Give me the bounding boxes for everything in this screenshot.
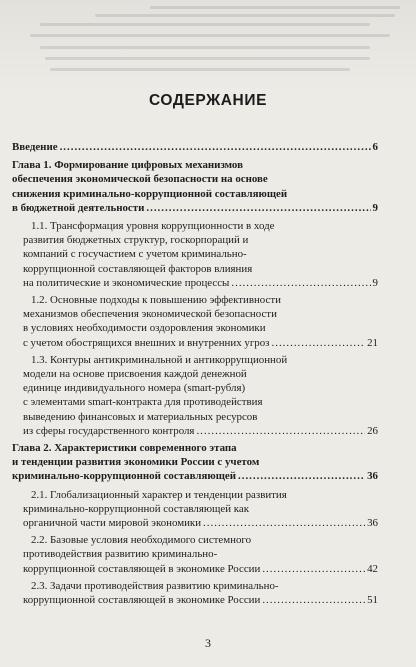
toc-entry-line: выведению финансовых и материальных ресурсов — [23, 410, 258, 423]
toc-entry-line: компаний с госучастием с учетом криминально- — [23, 248, 247, 261]
dot-leader — [146, 201, 370, 215]
dot-leader — [203, 516, 365, 530]
toc-entry-last-line — [23, 593, 378, 607]
toc-entry-line: снижения криминально-коррупционной составляющей — [12, 187, 288, 200]
toc-entry-title-end: органичной части мировой экономики — [23, 517, 202, 530]
toc-entry-title-end: криминально-коррупционной составляющей — [12, 470, 236, 483]
dot-leader — [60, 140, 371, 154]
toc-entry-line: обеспечения экономической безопасности на основе — [12, 173, 268, 186]
toc-entry-title-end: на политические и экономические процессы — [23, 276, 230, 289]
toc-entry-line: коррупционной составляющей факторов влияния — [23, 262, 253, 275]
toc-entry-title-end: в бюджетной деятельности — [12, 201, 145, 214]
toc-entry-line: противодействия развитию криминально- — [23, 548, 218, 561]
toc-page-number: 26 — [367, 424, 378, 437]
toc-entry-title-end: Введение — [12, 141, 58, 153]
toc-entry — [12, 353, 378, 438]
toc-page-number: 9 — [372, 201, 378, 214]
toc-page-number: 9 — [372, 276, 378, 289]
dot-leader — [231, 276, 370, 290]
toc-entry-last-line — [12, 140, 378, 154]
toc-entry-line: 1.2. Основные подходы к повышению эффективности — [31, 294, 281, 307]
toc-page-number: 6 — [372, 141, 378, 153]
toc-entry-last-line — [23, 336, 378, 350]
toc-entry-title-end: с учетом обострящихся внешних и внутренних угроз — [23, 336, 270, 349]
page-title: СОДЕРЖАНИЕ — [148, 92, 268, 109]
toc-entry-line: 1.1. Трансформация уровня коррупционности в ходе — [31, 220, 275, 233]
toc-entry-last-line — [23, 562, 378, 576]
toc-entry-line: с элементами smart-контракта для противодействия — [23, 396, 263, 409]
toc-entry-line: в условиях необходимости оздоровления экономики — [23, 322, 266, 335]
toc-page-number: 36 — [367, 470, 378, 483]
toc-entry-title-end: из сферы государственного контроля — [23, 424, 195, 437]
toc-entry-line: Глава 2. Характеристики современного этапа — [12, 442, 237, 455]
toc-entry-line: 2.3. Задачи противодействия развитию криминально- — [31, 579, 279, 592]
toc-entry-line: механизмов обеспечения экономической безопасности — [23, 308, 277, 321]
toc-entry-last-line — [12, 469, 378, 483]
toc-entry — [12, 441, 378, 484]
dot-leader — [262, 562, 365, 576]
toc-entry — [12, 293, 378, 350]
toc-entry-line: Глава 1. Формирование цифровых механизмов — [12, 159, 243, 172]
toc-entry — [12, 140, 378, 154]
toc-entry-line: и тенденции развития экономики России с учетом — [12, 456, 260, 469]
toc-entry-line: единице индивидуального номера (smart-рубля) — [23, 382, 246, 395]
dot-leader — [262, 593, 365, 607]
dot-leader — [238, 469, 365, 483]
page-number: 3 — [205, 636, 211, 650]
toc-page-number: 42 — [367, 562, 378, 575]
dot-leader — [272, 336, 366, 350]
toc-entry — [12, 488, 378, 531]
toc-entry — [12, 158, 378, 215]
toc-entry — [12, 533, 378, 576]
toc-page-number: 51 — [367, 594, 378, 607]
dot-leader — [196, 424, 365, 438]
toc-entry-title-end: коррупционной составляющей в экономике России — [23, 562, 261, 575]
toc-entry — [12, 219, 378, 290]
toc-page-number: 36 — [367, 517, 378, 530]
toc-entry-last-line — [12, 201, 378, 215]
toc-entry-last-line — [23, 424, 378, 438]
toc-entry-last-line — [23, 516, 378, 530]
toc-entry-line: модели на основе присвоения каждой денежной — [23, 368, 247, 381]
toc-entry-title-end: коррупционной составляющей в экономике России — [23, 594, 261, 607]
toc-entry-line: криминально-коррупционной составляющей как — [23, 502, 250, 515]
toc-entry-line: развития бюджетных структур, госкорпораций и — [23, 234, 249, 247]
bleed-through-text — [0, 0, 416, 90]
toc-entry-last-line — [23, 276, 378, 290]
toc-entry — [12, 579, 378, 607]
toc-entry-line: 2.2. Базовые условия необходимого системного — [31, 534, 252, 547]
table-of-contents — [12, 140, 378, 610]
toc-entry-line: 2.1. Глобализационный характер и тенденции развития — [31, 488, 287, 501]
toc-page-number: 21 — [367, 336, 378, 349]
toc-entry-line: 1.3. Контуры антикриминальной и антикоррупционной — [31, 353, 288, 366]
